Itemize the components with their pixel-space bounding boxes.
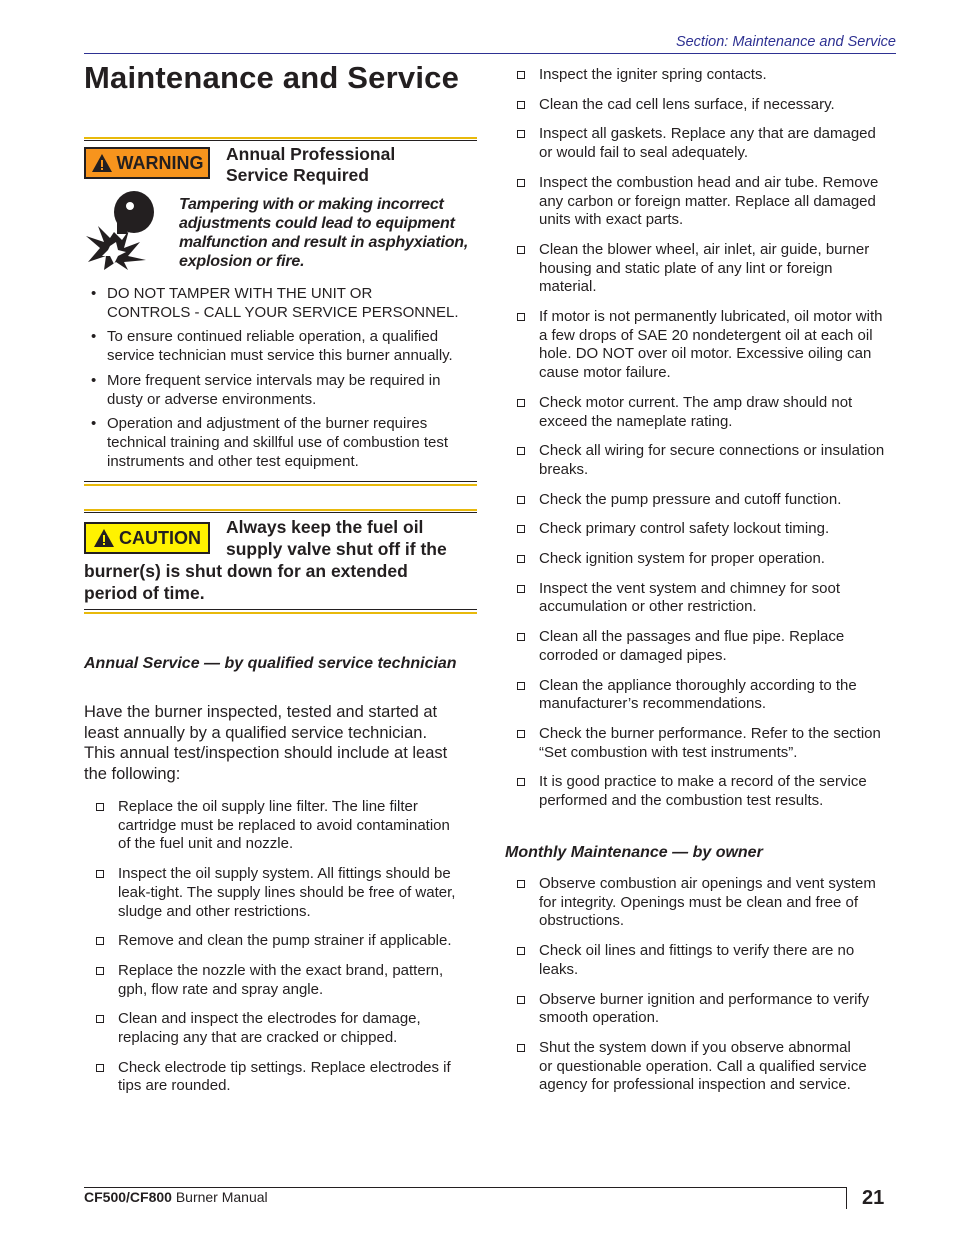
list-item-line: dusty or adverse environments. xyxy=(107,390,317,408)
caution-line: supply valve shut off if the xyxy=(226,538,447,559)
checkbox-icon xyxy=(517,947,525,955)
checklist-line: Observe burner ignition and performance to verify xyxy=(539,990,870,1008)
checklist-line: performed and the combustion test results. xyxy=(539,792,824,810)
checkbox-icon xyxy=(96,803,104,811)
paragraph-line: least annually by a qualified service technician. xyxy=(84,723,428,742)
checklist-line: replacing any that are cracked or chipped. xyxy=(118,1029,398,1047)
list-item xyxy=(84,415,484,471)
checkbox-icon xyxy=(517,585,525,593)
checklist-line: Check electrode tip settings. Replace electrodes if xyxy=(118,1058,451,1076)
warning-heading-line: Annual Professional xyxy=(226,144,396,164)
list-item xyxy=(84,372,484,409)
paragraph-line: This annual test/inspection should include at least xyxy=(84,744,448,762)
checklist-line: Check oil lines and fittings to verify there are no xyxy=(539,942,855,960)
caution-text-top xyxy=(226,517,447,560)
checklist-line: If motor is not permanently lubricated, oil motor with xyxy=(539,308,883,326)
checkbox-icon xyxy=(96,870,104,878)
checklist-line: Inspect the oil supply system. All fittings should be xyxy=(118,865,451,883)
checkbox-icon xyxy=(96,1064,104,1072)
checklist-item xyxy=(84,1059,484,1096)
list-item-line: • To ensure continued reliable operation, a qualified xyxy=(107,328,439,346)
checklist-line: for integrity. Openings must be clean and free of xyxy=(539,893,859,911)
explosion-hazard-icon xyxy=(84,190,166,270)
checklist-item xyxy=(505,942,910,979)
checklist-line: Inspect the igniter spring contacts. xyxy=(539,66,767,83)
checklist-item xyxy=(505,991,910,1028)
caution-bottom-rule-gold xyxy=(84,612,477,614)
monthly-maintenance-heading: Monthly Maintenance — by owner xyxy=(505,844,763,861)
checklist-line: It is good practice to make a record of the service xyxy=(539,773,867,791)
checklist-line: leak-tight. The supply lines should be free of water, xyxy=(118,883,456,901)
checkbox-icon xyxy=(517,313,525,321)
checklist-line: sludge and other restrictions. xyxy=(118,902,311,920)
checklist-item xyxy=(505,125,910,162)
checklist-line: units with exact parts. xyxy=(539,211,684,229)
checklist-line: exceed the nameplate rating. xyxy=(539,412,733,430)
checkbox-icon xyxy=(517,1044,525,1052)
checklist-line: obstructions. xyxy=(539,912,625,930)
checklist-line: cause motor failure. xyxy=(539,364,671,382)
warning-heading xyxy=(226,144,395,186)
checklist-line: leaks. xyxy=(539,960,579,978)
caution-top-rule-black xyxy=(84,512,477,513)
checklist-line: Inspect the combustion head and air tube. Remove xyxy=(539,173,879,191)
warning-bottom-rule-black xyxy=(84,481,477,482)
checkbox-icon xyxy=(517,246,525,254)
list-item-line: • More frequent service intervals may be required in xyxy=(107,371,441,389)
checklist-item xyxy=(505,677,910,714)
checklist-line: cartridge must be replaced to avoid contamination xyxy=(118,816,450,834)
warning-heading-line: Service Required xyxy=(226,165,369,185)
checklist-line: Remove and clean the pump strainer if applicable. xyxy=(118,932,452,950)
annual-checklist-right xyxy=(505,66,910,822)
checklist-line: tips are rounded. xyxy=(118,1077,231,1095)
checkbox-icon xyxy=(517,525,525,533)
list-item-line: technical training and skillful use of combustion test xyxy=(107,433,449,451)
checkbox-icon xyxy=(517,682,525,690)
checklist-item xyxy=(505,308,910,383)
checklist-line: Check primary control safety lockout timing. xyxy=(539,520,830,538)
checklist-item xyxy=(505,491,910,510)
checkbox-icon xyxy=(517,447,525,455)
checkbox-icon xyxy=(517,496,525,504)
warning-italic-text xyxy=(179,195,468,271)
warning-italic-line: malfunction and result in asphyxiation, xyxy=(179,234,469,251)
checklist-item xyxy=(84,1010,484,1047)
checklist-item xyxy=(505,520,910,539)
warning-top-rule-black xyxy=(84,140,477,141)
list-item-line: CONTROLS - CALL YOUR SERVICE PERSONNEL. xyxy=(107,303,459,321)
footer-divider xyxy=(846,1187,847,1209)
checklist-line: any carbon or foreign matter. Replace all damaged xyxy=(539,192,876,210)
checklist-line: Clean and inspect the electrodes for damage, xyxy=(118,1010,421,1028)
warning-bullet-list xyxy=(84,285,484,477)
checklist-item xyxy=(84,932,484,951)
annual-intro-paragraph xyxy=(84,702,447,784)
checklist-line: Shut the system down if you observe abnormal xyxy=(539,1038,851,1056)
checklist-line: Clean the cad cell lens surface, if necessary. xyxy=(539,95,835,113)
footer-rule xyxy=(84,1187,846,1188)
checkbox-icon xyxy=(517,880,525,888)
list-item-line: • DO NOT TAMPER WITH THE UNIT OR xyxy=(107,285,373,302)
checklist-line: smooth operation. xyxy=(539,1009,660,1027)
checklist-item xyxy=(505,875,910,931)
checkbox-icon xyxy=(517,101,525,109)
warning-italic-line: explosion or fire. xyxy=(179,253,305,270)
checkbox-icon xyxy=(517,996,525,1004)
checkbox-icon xyxy=(517,633,525,641)
checklist-line: a few drops of SAE 20 nondetergent oil at each oil xyxy=(539,326,873,344)
caution-line: Always keep the fuel oil xyxy=(226,517,424,537)
checklist-line: Replace the oil supply line filter. The line filter xyxy=(118,798,418,815)
caution-text-bottom xyxy=(84,561,408,604)
warning-italic-line: adjustments could lead to equipment xyxy=(179,215,455,232)
checkbox-icon xyxy=(96,1015,104,1023)
checklist-line: Clean the appliance thoroughly according to the xyxy=(539,676,857,694)
list-item-line: instruments and other test equipment. xyxy=(107,452,359,470)
checklist-item xyxy=(505,580,910,617)
checklist-line: accumulation or other restriction. xyxy=(539,598,757,616)
checkbox-icon xyxy=(517,730,525,738)
page-number: 21 xyxy=(862,1187,885,1209)
warning-top-rule-gold xyxy=(84,137,477,139)
checklist-line: Replace the nozzle with the exact brand, pattern, xyxy=(118,961,444,979)
checklist-item xyxy=(84,798,484,854)
caution-triangle-icon xyxy=(93,528,115,548)
checklist-line: Check ignition system for proper operation. xyxy=(539,550,825,568)
checklist-item xyxy=(505,66,910,85)
checkbox-icon xyxy=(517,130,525,138)
checklist-line: Observe combustion air openings and vent system xyxy=(539,875,876,892)
section-header: Section: Maintenance and Service xyxy=(84,34,896,54)
checklist-line: Clean all the passages and flue pipe. Replace xyxy=(539,628,845,646)
checklist-line: “Set combustion with test instruments”. xyxy=(539,743,798,761)
checklist-item xyxy=(505,241,910,297)
checklist-line: Clean the blower wheel, air inlet, air guide, burner xyxy=(539,240,870,258)
warning-badge-label: WARNING xyxy=(116,152,204,173)
monthly-checklist xyxy=(505,875,910,1106)
checkbox-icon xyxy=(517,71,525,79)
checklist-item xyxy=(505,394,910,431)
annual-checklist-left xyxy=(84,798,484,1107)
warning-triangle-icon xyxy=(91,153,113,173)
checklist-item xyxy=(505,725,910,762)
checklist-item xyxy=(505,442,910,479)
checklist-line: agency for professional inspection and service. xyxy=(539,1076,851,1094)
checklist-line: manufacturer’s recommendations. xyxy=(539,695,767,713)
checklist-line: or would fail to seal adequately. xyxy=(539,144,749,162)
checklist-line: or questionable operation. Call a qualified service xyxy=(539,1057,867,1075)
checklist-item xyxy=(505,96,910,115)
checkbox-icon xyxy=(96,967,104,975)
checklist-line: Check motor current. The amp draw should not xyxy=(539,393,853,411)
caution-bottom-rule-black xyxy=(84,609,477,610)
checklist-item xyxy=(505,628,910,665)
checklist-line: material. xyxy=(539,278,597,296)
caution-line: burner(s) is shut down for an extended xyxy=(84,561,408,581)
checklist-item xyxy=(505,773,910,810)
checklist-item xyxy=(84,962,484,999)
caution-top-rule-gold xyxy=(84,509,477,511)
checkbox-icon xyxy=(517,179,525,187)
checklist-line: of the fuel unit and nozzle. xyxy=(118,835,294,853)
checklist-line: Check the pump pressure and cutoff function. xyxy=(539,490,842,508)
footer-model: CF500/CF800 xyxy=(84,1189,172,1205)
list-item xyxy=(84,328,484,365)
caution-badge xyxy=(84,522,210,554)
warning-italic-line: Tampering with or making incorrect xyxy=(179,196,444,213)
checklist-item xyxy=(84,865,484,921)
footer-manual-title xyxy=(84,1189,268,1205)
checklist-line: Inspect the vent system and chimney for soot xyxy=(539,579,840,597)
checklist-line: corroded or damaged pipes. xyxy=(539,646,727,664)
checklist-line: Inspect all gaskets. Replace any that are damaged xyxy=(539,125,876,143)
checkbox-icon xyxy=(517,555,525,563)
checklist-line: housing and static plate of any lint or foreign xyxy=(539,259,833,277)
checkbox-icon xyxy=(517,399,525,407)
warning-bottom-rule-gold xyxy=(84,484,477,486)
checkbox-icon xyxy=(96,937,104,945)
list-item-line: service technician must service this burner annually. xyxy=(107,347,453,365)
checklist-line: Check the burner performance. Refer to the section xyxy=(539,724,881,742)
checklist-item xyxy=(505,174,910,230)
list-item xyxy=(84,285,484,322)
checklist-item xyxy=(505,550,910,569)
caution-line: period of time. xyxy=(84,582,205,603)
checklist-line: gph, flow rate and spray angle. xyxy=(118,980,324,998)
paragraph-line: Have the burner inspected, tested and started at xyxy=(84,703,438,721)
warning-badge xyxy=(84,147,210,179)
annual-service-heading: Annual Service — by qualified service technician xyxy=(84,655,457,672)
checklist-item xyxy=(505,1039,910,1095)
checkbox-icon xyxy=(517,778,525,786)
checklist-line: hole. DO NOT over oil motor. Excessive oiling can xyxy=(539,345,872,363)
list-item-line: • Operation and adjustment of the burner requires xyxy=(107,415,428,433)
checklist-line: breaks. xyxy=(539,460,589,478)
footer-manual: Burner Manual xyxy=(171,1189,268,1205)
page-title: Maintenance and Service xyxy=(84,60,460,95)
caution-badge-label: CAUTION xyxy=(119,527,201,548)
checklist-line: Check all wiring for secure connections or insulation xyxy=(539,442,885,460)
paragraph-line: the following: xyxy=(84,764,181,783)
